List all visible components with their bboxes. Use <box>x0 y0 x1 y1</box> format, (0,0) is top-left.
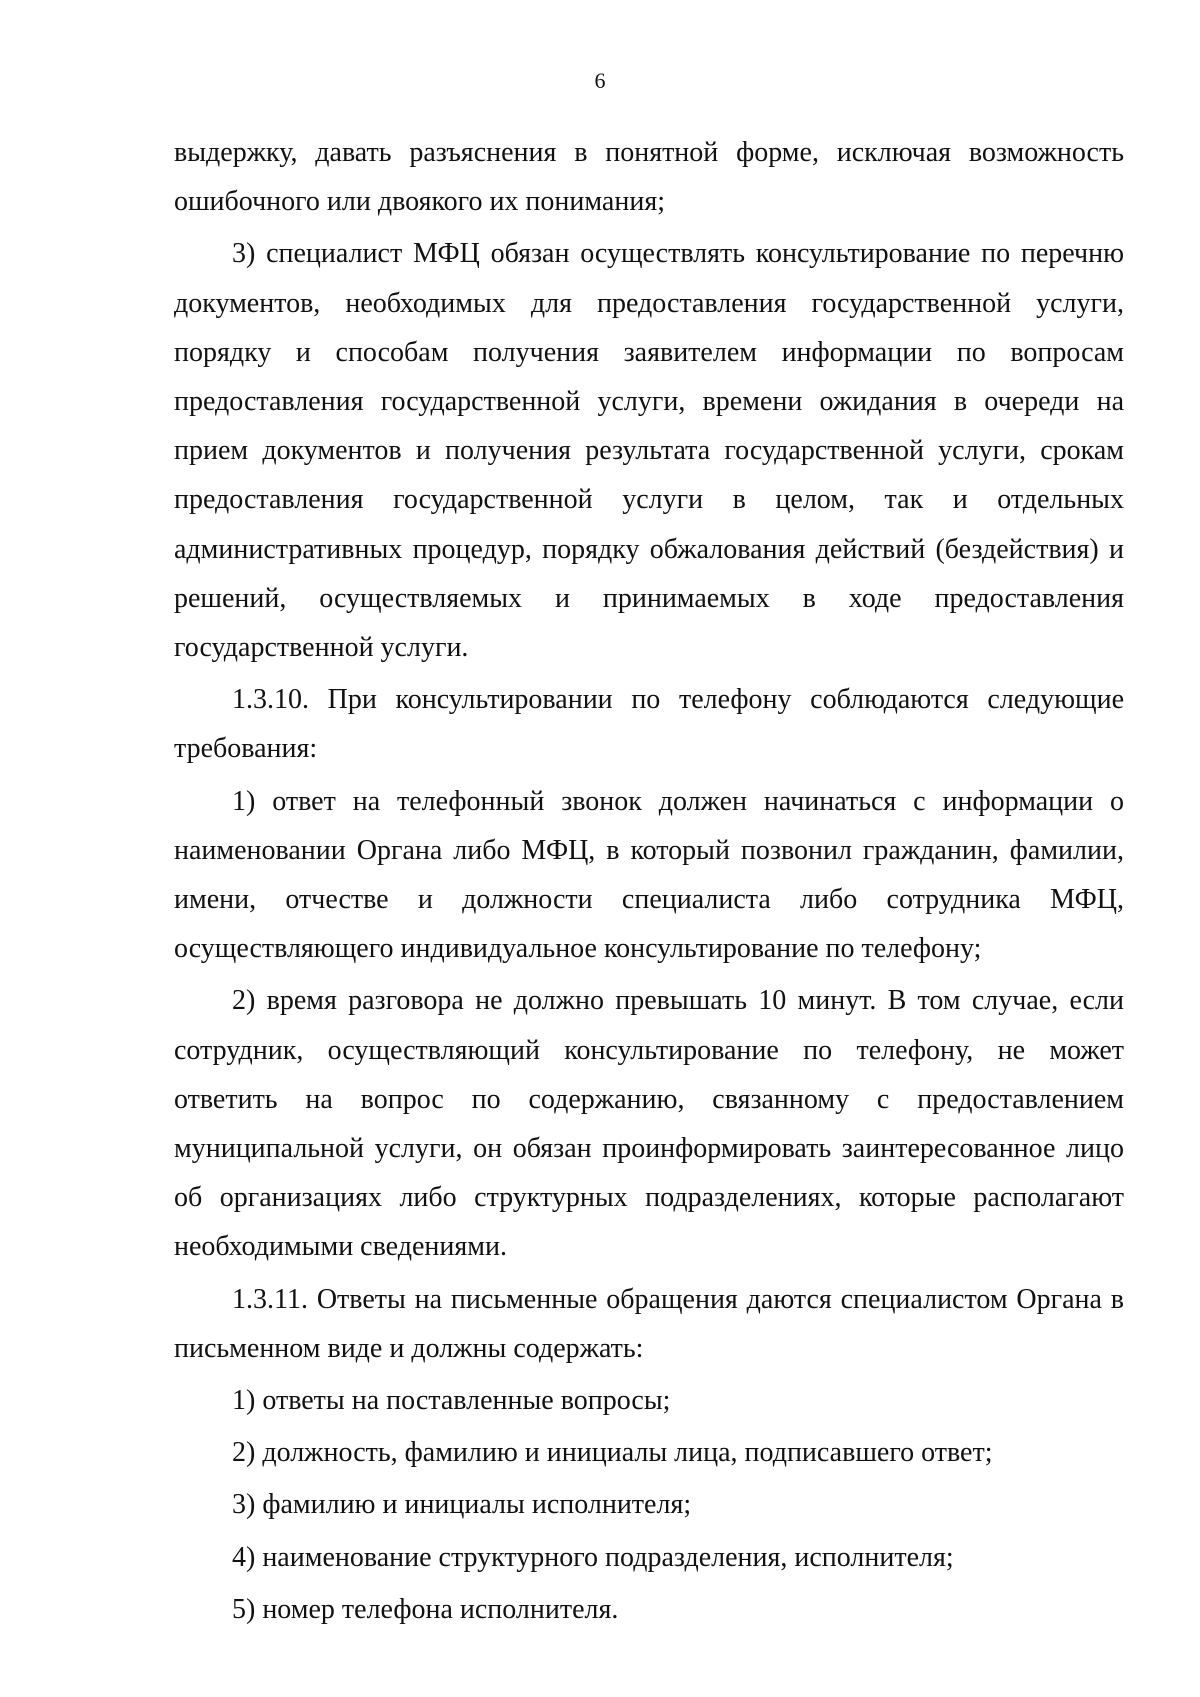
paragraph-phone-item-2: 2) время разговора не должно превышать 10 минут. В том случае, если сотрудник, осуществляющий консультирование по телефону, не может ответить на вопрос по содержанию, связанному с предоставлением муниципальной услуги, он обязан проинформировать заинтересованное лицо об организациях либо структурных подразделениях, которые располагают необходимыми сведениями. <box>174 985 1124 1263</box>
paragraph-continuation: выдержку, давать разъяснения в понятной форме, исключая возможность ошибочного или двоякого их понимания; <box>174 137 1124 218</box>
list-item-executor-phone: 5) номер телефона исполнителя. <box>232 1593 619 1625</box>
paragraph-1-3-11: 1.3.11. Ответы на письменные обращения даются специалистом Органа в письменном виде и должны содержать: <box>174 1283 1124 1364</box>
list-item-department: 4) наименование структурного подразделения, исполнителя; <box>232 1541 954 1573</box>
paragraph-phone-item-1: 1) ответ на телефонный звонок должен начинаться с информации о наименовании Органа либо МФЦ, в который позвонил гражданин, фамилии, имени, отчестве и должности специалиста либо сотрудника МФЦ, осуществляющего индивидуальное консультирование по телефону; <box>174 785 1124 965</box>
document-body <box>174 128 1124 1637</box>
list-item-answers: 1) ответы на поставленные вопросы; <box>232 1385 671 1417</box>
paragraph-item-3-mfc-consulting: 3) специалист МФЦ обязан осуществлять консультирование по перечню документов, необходимых для предоставления государственной услуги, порядку и способам получения заявителем информации по вопросам предоставления государственной услуги, времени ожидания в очереди на прием документов и получения результата государственной услуги, срокам предоставления государственной услуги в целом, так и отдельных административных процедур, порядку обжалования действий (бездействия) и решений, осуществляемых и принимаемых в ходе предоставления государственной услуги. <box>174 238 1124 664</box>
list-item-executor-name: 3) фамилию и инициалы исполнителя; <box>232 1489 692 1521</box>
paragraph-1-3-10: 1.3.10. При консультировании по телефону соблюдаются следующие требования: <box>174 684 1124 765</box>
page-number: 6 <box>594 68 606 93</box>
list-item-signer: 2) должность, фамилию и инициалы лица, подписавшего ответ; <box>232 1437 993 1469</box>
